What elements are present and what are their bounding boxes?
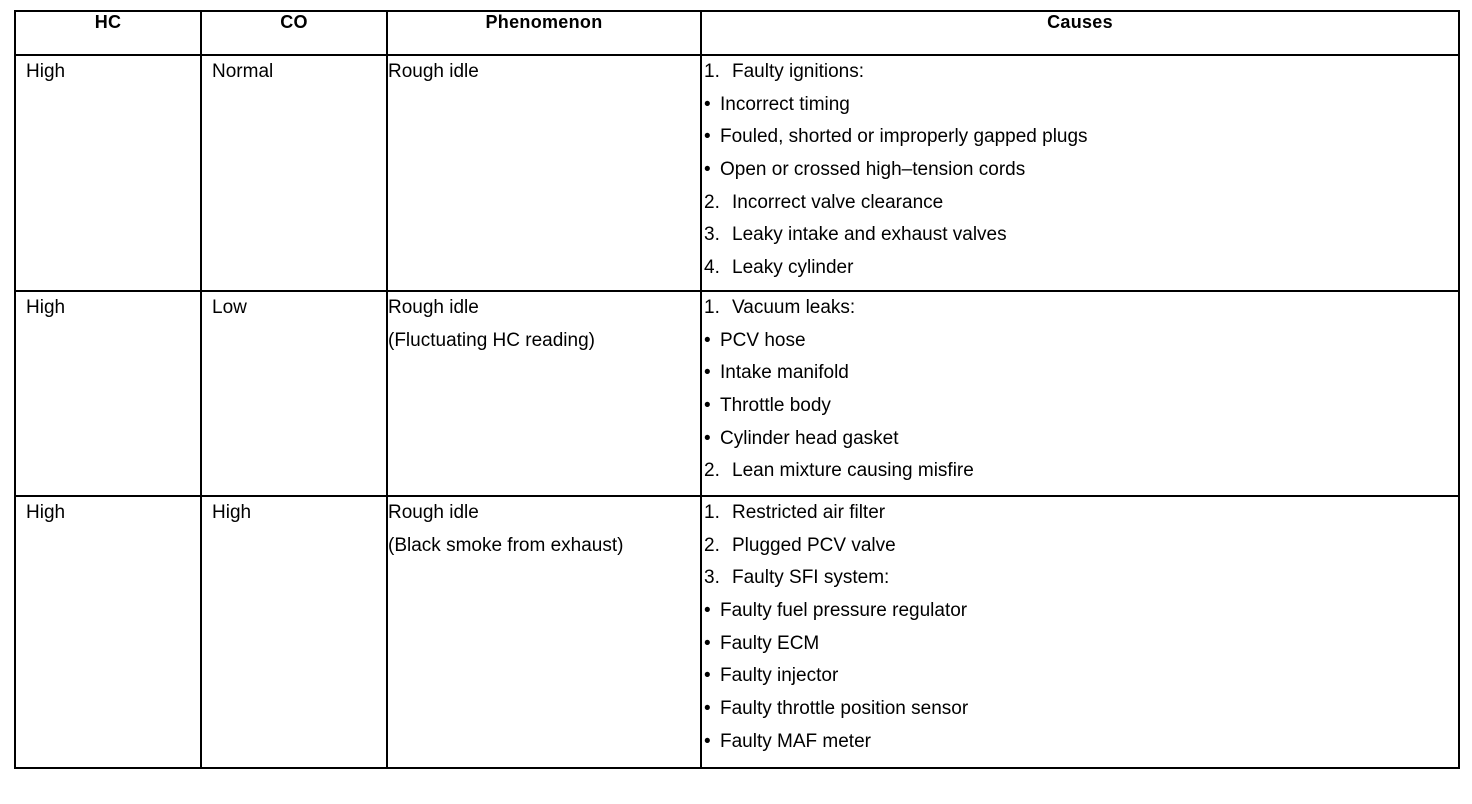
list-text: Incorrect valve clearance xyxy=(732,191,944,213)
table-row xyxy=(15,291,1459,496)
list-text: Throttle body xyxy=(720,395,831,417)
list-text: Restricted air filter xyxy=(732,502,886,523)
cell-hc: High xyxy=(15,496,201,768)
cell-phenomenon xyxy=(387,291,701,496)
diagnostic-table xyxy=(14,10,1460,769)
list-marker: • xyxy=(704,730,711,752)
list-marker: • xyxy=(704,362,711,384)
list-item xyxy=(702,693,1458,726)
list-text: Faulty MAF meter xyxy=(720,730,871,752)
list-marker: • xyxy=(704,93,711,115)
list-marker: 2. xyxy=(704,460,720,482)
causes-list xyxy=(702,56,1458,285)
list-text: Intake manifold xyxy=(720,362,849,384)
table-header xyxy=(15,11,1459,55)
cell-phenomenon xyxy=(387,496,701,768)
phenomenon-line: Rough idle xyxy=(388,502,479,523)
list-marker: 3. xyxy=(704,567,720,589)
list-item xyxy=(702,56,1458,89)
cell-hc: High xyxy=(15,55,201,291)
list-item xyxy=(702,219,1458,252)
list-marker: • xyxy=(704,126,711,148)
list-marker: • xyxy=(704,329,711,351)
list-item xyxy=(702,455,1458,488)
list-text: Fouled, shorted or improperly gapped plugs xyxy=(720,126,1088,148)
causes-list xyxy=(702,292,1458,488)
list-text: PCV hose xyxy=(720,329,806,351)
list-item xyxy=(702,423,1458,456)
list-marker: • xyxy=(704,159,711,181)
column-header-causes: Causes xyxy=(701,11,1459,55)
phenomenon-line: (Black smoke from exhaust) xyxy=(388,534,624,556)
list-item xyxy=(702,187,1458,220)
list-item xyxy=(702,121,1458,154)
list-marker: 1. xyxy=(704,61,720,82)
list-item xyxy=(702,357,1458,390)
cell-phenomenon xyxy=(387,55,701,291)
list-marker: • xyxy=(704,698,711,720)
list-marker: 2. xyxy=(704,534,720,556)
list-marker: 1. xyxy=(704,297,720,318)
column-header-phenomenon: Phenomenon xyxy=(387,11,701,55)
list-item xyxy=(702,154,1458,187)
cell-causes xyxy=(701,291,1459,496)
list-marker: 4. xyxy=(704,257,720,279)
list-item xyxy=(702,660,1458,693)
list-text: Faulty throttle position sensor xyxy=(720,698,969,720)
phenomenon-line: Rough idle xyxy=(388,297,479,318)
list-marker: 1. xyxy=(704,502,720,523)
list-text: Open or crossed high–tension cords xyxy=(720,159,1026,181)
phenomenon-line: (Fluctuating HC reading) xyxy=(388,329,595,351)
list-marker: • xyxy=(704,427,711,449)
phenomenon-line: Rough idle xyxy=(388,61,479,82)
list-item xyxy=(702,726,1458,759)
list-marker: • xyxy=(704,395,711,417)
list-text: Vacuum leaks: xyxy=(732,297,856,318)
cell-causes xyxy=(701,496,1459,768)
list-item xyxy=(702,530,1458,563)
causes-list xyxy=(702,497,1458,758)
list-text: Faulty fuel pressure regulator xyxy=(720,600,968,622)
cell-causes xyxy=(701,55,1459,291)
cell-co: Normal xyxy=(201,55,387,291)
list-text: Faulty ignitions: xyxy=(732,61,865,82)
list-text: Faulty injector xyxy=(720,665,839,687)
list-item xyxy=(702,595,1458,628)
list-item xyxy=(702,628,1458,661)
list-text: Lean mixture causing misfire xyxy=(732,460,974,482)
list-marker: 3. xyxy=(704,224,720,246)
list-text: Plugged PCV valve xyxy=(732,534,896,556)
table-row xyxy=(15,55,1459,291)
list-text: Leaky cylinder xyxy=(732,257,854,279)
list-item xyxy=(702,562,1458,595)
list-text: Faulty SFI system: xyxy=(732,567,890,589)
list-item xyxy=(702,89,1458,122)
table-body xyxy=(15,55,1459,768)
list-text: Cylinder head gasket xyxy=(720,427,899,449)
list-item xyxy=(702,497,1458,530)
list-marker: • xyxy=(704,665,711,687)
column-header-co: CO xyxy=(201,11,387,55)
list-text: Faulty ECM xyxy=(720,632,820,654)
list-item xyxy=(702,390,1458,423)
list-item xyxy=(702,292,1458,325)
cell-co: High xyxy=(201,496,387,768)
header-row xyxy=(15,11,1459,55)
table-row xyxy=(15,496,1459,768)
list-marker: • xyxy=(704,632,711,654)
list-item xyxy=(702,252,1458,285)
list-marker: • xyxy=(704,600,711,622)
list-item xyxy=(702,325,1458,358)
cell-co: Low xyxy=(201,291,387,496)
column-header-hc: HC xyxy=(15,11,201,55)
list-marker: 2. xyxy=(704,191,720,213)
cell-hc: High xyxy=(15,291,201,496)
list-text: Incorrect timing xyxy=(720,93,850,115)
list-text: Leaky intake and exhaust valves xyxy=(732,224,1007,246)
